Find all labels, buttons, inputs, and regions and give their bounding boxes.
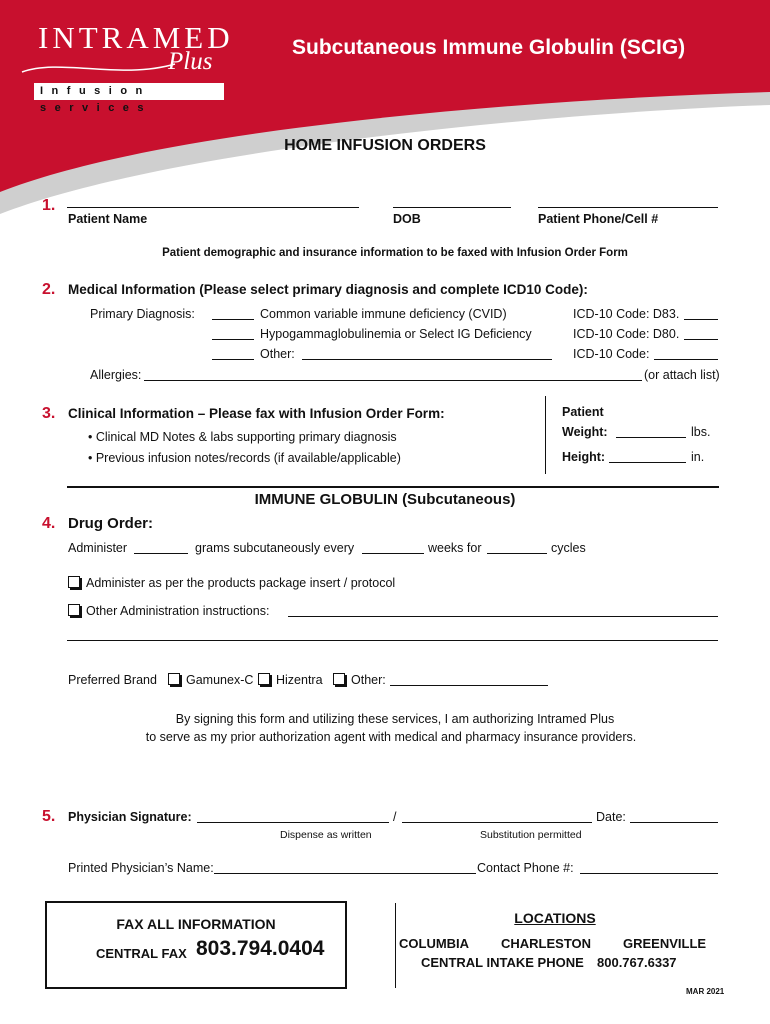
other-brand-checkbox[interactable]	[333, 673, 345, 685]
section-2-title: Medical Information (Please select primary diagnosis and complete ICD10 Code):	[68, 282, 588, 297]
other-brand-label: Other:	[351, 673, 386, 687]
logo-script: Plus	[168, 48, 213, 75]
diagnosis-option-hypogamma: Hypogammaglobulinemia or Select IG Deficiency	[260, 327, 532, 341]
weight-field[interactable]	[616, 437, 686, 438]
icd-code-3-field[interactable]	[654, 359, 718, 360]
demographic-note: Patient demographic and insurance information to be faxed with Infusion Order Form	[162, 247, 628, 259]
location-charleston: CHARLESTON	[501, 936, 592, 951]
attach-list-note: (or attach list)	[644, 368, 720, 382]
locations-title: LOCATIONS	[514, 910, 596, 926]
other-admin-label: Other Administration instructions:	[86, 604, 270, 618]
allergies-field[interactable]	[144, 380, 642, 381]
form-title: HOME INFUSION ORDERS	[284, 137, 486, 154]
brand-option-gamunex[interactable]	[168, 673, 253, 687]
brand-option-hizentra[interactable]	[258, 673, 323, 687]
form-header-title: Subcutaneous Immune Globulin (SCIG)	[292, 36, 686, 59]
brand-option-other[interactable]	[333, 673, 386, 687]
patient-vitals-label: Patient	[562, 405, 604, 419]
logo-wordmark: INTRAMED	[38, 20, 234, 55]
signature-slash: /	[393, 810, 397, 824]
section-4-title: Drug Order:	[68, 515, 154, 532]
other-admin-field[interactable]	[288, 616, 718, 617]
administer-label: Administer	[68, 541, 128, 555]
clinical-bullet-2: • Previous infusion notes/records (if available/applicable)	[88, 451, 401, 465]
icd-code-1-label: ICD-10 Code: D83.	[573, 307, 680, 321]
diagnosis-option-other: Other:	[260, 347, 295, 361]
printed-name-field[interactable]	[214, 873, 476, 874]
location-columbia: COLUMBIA	[399, 936, 470, 951]
hizentra-checkbox[interactable]	[258, 673, 270, 685]
drug-heading: IMMUNE GLOBULIN (Subcutaneous)	[254, 491, 516, 508]
dob-field[interactable]	[393, 207, 511, 208]
grams-field[interactable]	[134, 553, 188, 554]
central-fax-number: 803.794.0404	[196, 937, 325, 960]
protocol-checkbox[interactable]	[68, 576, 80, 588]
contact-phone-label: Contact Phone #:	[477, 861, 574, 875]
weight-label: Weight:	[562, 425, 608, 439]
phone-field[interactable]	[538, 207, 718, 208]
section-4-number: 4.	[42, 515, 56, 532]
section-2-number: 2.	[42, 281, 56, 298]
hypogamma-select-field[interactable]	[212, 339, 254, 340]
cvid-select-field[interactable]	[212, 319, 254, 320]
patient-name-field[interactable]	[67, 207, 359, 208]
other-select-field[interactable]	[212, 359, 254, 360]
cycles-field[interactable]	[487, 553, 547, 554]
central-fax-label: CENTRAL FAX	[96, 946, 187, 961]
icd-code-2-label: ICD-10 Code: D80.	[573, 327, 680, 341]
signature-substitution-field[interactable]	[402, 822, 592, 823]
height-label: Height:	[562, 450, 606, 464]
authorization-line-2: to serve as my prior authorization agent with medical and pharmacy insurance providers.	[145, 730, 637, 744]
contact-phone-field[interactable]	[580, 873, 718, 874]
preferred-brand-label: Preferred Brand	[68, 673, 157, 687]
hizentra-label: Hizentra	[276, 673, 323, 687]
section-1-number: 1.	[42, 197, 56, 214]
fax-title: FAX ALL INFORMATION	[116, 916, 276, 932]
other-admin-field-line-2[interactable]	[67, 640, 718, 641]
protocol-option-label: Administer as per the products package insert / protocol	[86, 576, 396, 590]
icd-code-1-field[interactable]	[684, 319, 718, 320]
logo-tagline: Infusion services	[40, 85, 153, 114]
date-field[interactable]	[630, 822, 718, 823]
gamunex-checkbox[interactable]	[168, 673, 180, 685]
height-field[interactable]	[609, 462, 686, 463]
vitals-divider	[545, 396, 546, 474]
logo-tagline-bar	[34, 83, 224, 114]
section-divider	[67, 486, 719, 488]
section-3-title: Clinical Information – Please fax with Infusion Order Form:	[68, 406, 445, 421]
cycles-label: cycles	[551, 541, 586, 555]
allergies-label: Allergies:	[90, 368, 142, 382]
dob-label: DOB	[393, 212, 421, 226]
gamunex-label: Gamunex-C	[186, 673, 254, 687]
primary-diagnosis-label: Primary Diagnosis:	[90, 307, 195, 321]
height-unit: in.	[691, 450, 705, 464]
phone-label: Patient Phone/Cell #	[538, 212, 659, 226]
substitution-permitted-label: Substitution permitted	[480, 829, 582, 841]
other-brand-field[interactable]	[390, 685, 548, 686]
section-5-number: 5.	[42, 808, 56, 825]
authorization-line-1: By signing this form and utilizing these services, I am authorizing Intramed Plus	[175, 712, 615, 726]
location-greenville: GREENVILLE	[623, 936, 707, 951]
clinical-bullet-1: • Clinical MD Notes & labs supporting primary diagnosis	[88, 430, 397, 444]
other-diagnosis-field[interactable]	[302, 359, 552, 360]
date-label: Date:	[596, 810, 626, 824]
patient-name-label: Patient Name	[68, 212, 148, 226]
printed-name-label: Printed Physician’s Name:	[68, 861, 214, 875]
other-admin-checkbox[interactable]	[68, 604, 80, 616]
grams-label: grams subcutaneously every	[195, 541, 355, 555]
weight-unit: lbs.	[691, 425, 711, 439]
revision-date: MAR 2021	[686, 987, 725, 996]
icd-code-3-label: ICD-10 Code:	[573, 347, 650, 361]
central-intake-phone: 800.767.6337	[597, 955, 677, 970]
weeks-field[interactable]	[362, 553, 424, 554]
weeks-label: weeks for	[428, 541, 482, 555]
section-3-number: 3.	[42, 405, 56, 422]
central-intake-label: CENTRAL INTAKE PHONE	[421, 955, 584, 970]
physician-signature-label: Physician Signature:	[68, 810, 192, 824]
dispense-as-written-label: Dispense as written	[280, 829, 372, 841]
icd-code-2-field[interactable]	[684, 339, 718, 340]
signature-dispense-field[interactable]	[197, 822, 389, 823]
protocol-option[interactable]	[68, 576, 395, 590]
diagnosis-option-cvid: Common variable immune deficiency (CVID)	[260, 307, 507, 321]
other-admin-option[interactable]	[68, 604, 269, 618]
